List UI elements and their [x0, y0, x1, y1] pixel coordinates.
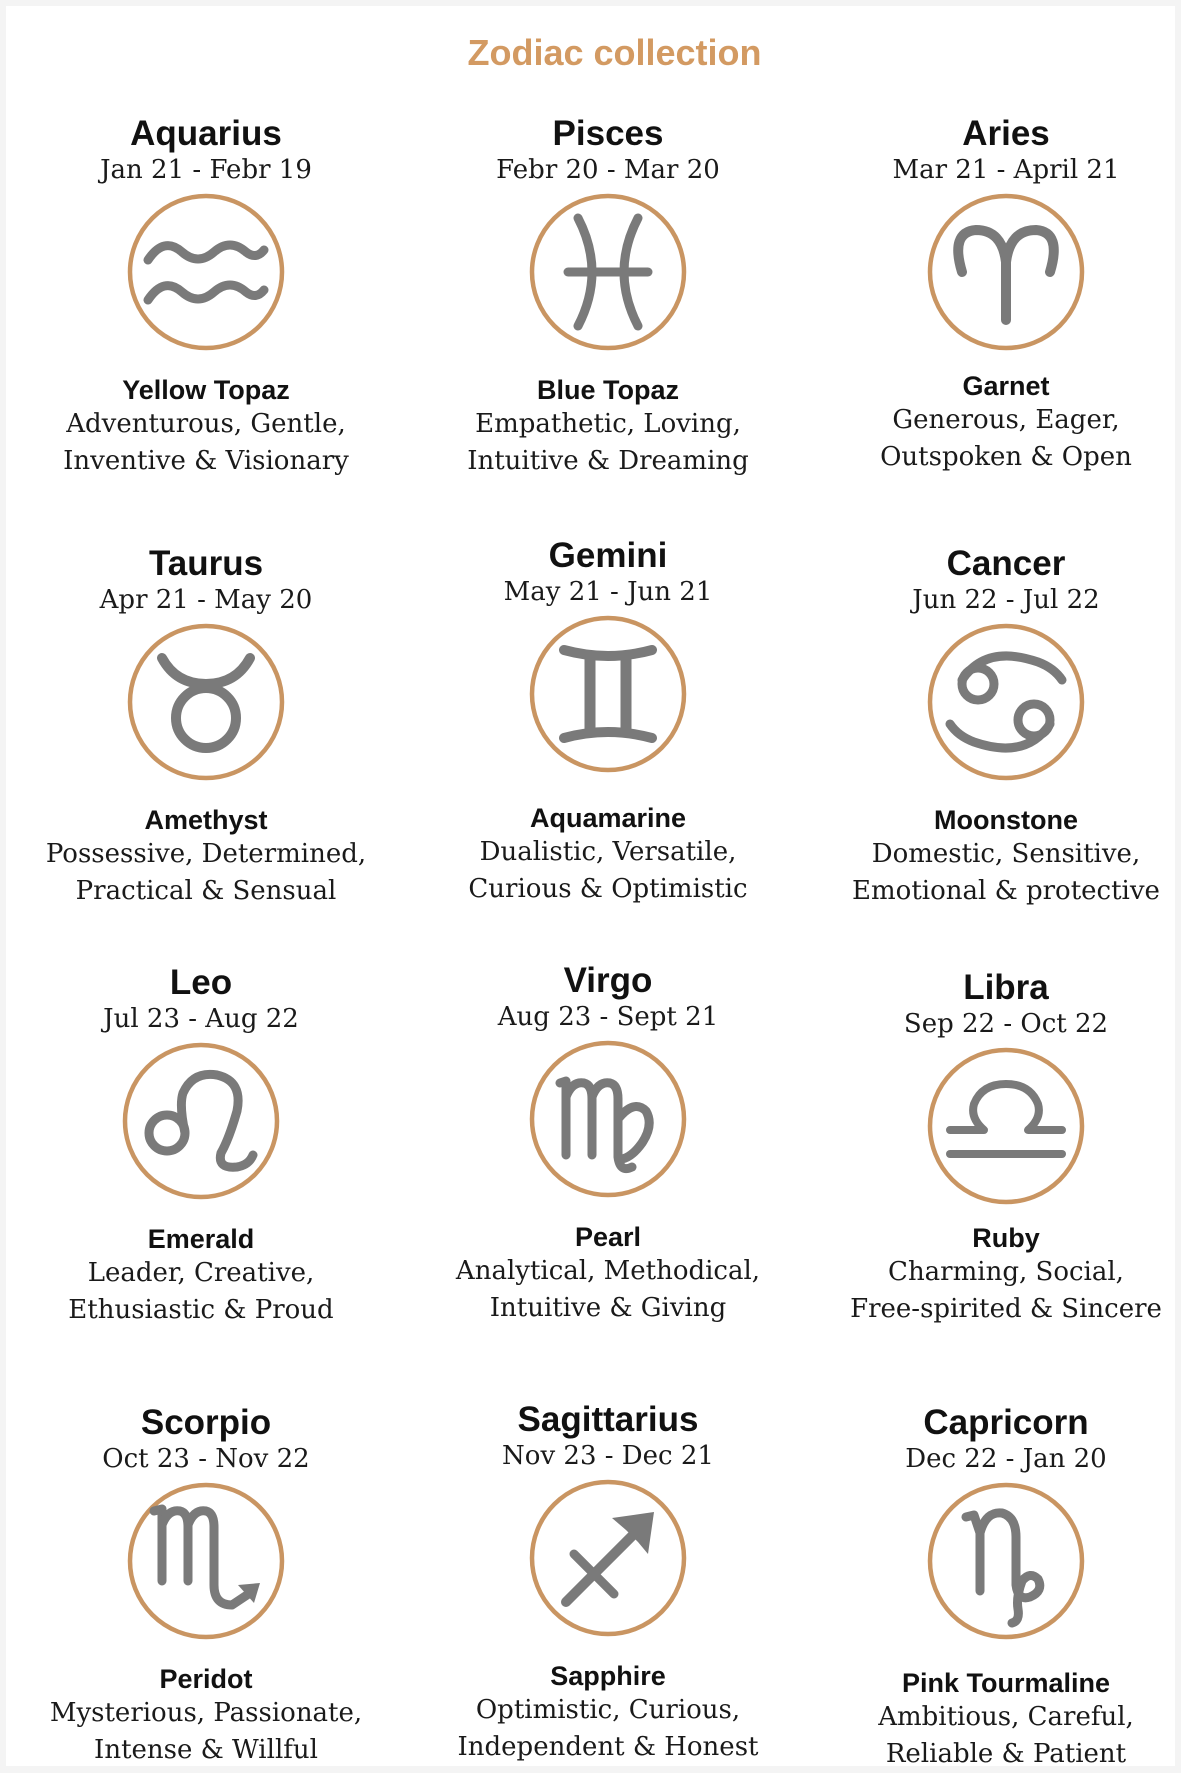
sign-dates: Aug 23 - Sept 21	[497, 1002, 719, 1032]
sagittarius-symbol-icon	[528, 1478, 688, 1638]
traits-line-2: Emotional & protective	[852, 876, 1160, 906]
sign-name: Cancer	[946, 544, 1066, 583]
sign-dates: Mar 21 - April 21	[892, 155, 1120, 185]
sign-card-libra	[836, 968, 1176, 1328]
gemstone-name: Garnet	[962, 371, 1050, 401]
gemstone-name: Amethyst	[144, 805, 268, 835]
traits-line-2: Inventive & Visionary	[63, 446, 349, 476]
zodiac-poster	[6, 6, 1175, 1769]
sign-name: Taurus	[148, 544, 264, 583]
sign-name: Aquarius	[130, 114, 282, 153]
traits-line-2: Practical & Sensual	[75, 876, 337, 906]
sign-dates: Jan 21 - Febr 19	[100, 155, 312, 185]
aquarius-symbol-icon	[126, 192, 286, 352]
traits-line-2: Independent & Honest	[457, 1732, 759, 1762]
gemstone-name: Moonstone	[934, 805, 1078, 835]
gemini-symbol-icon	[528, 614, 688, 774]
sign-dates: May 21 - Jun 21	[503, 577, 713, 607]
sign-name: Sagittarius	[517, 1400, 699, 1439]
sign-dates: Jun 22 - Jul 22	[912, 585, 1100, 615]
gemstone-name: Emerald	[147, 1224, 255, 1254]
sign-name: Capricorn	[923, 1403, 1089, 1442]
gemstone-name: Yellow Topaz	[122, 375, 290, 405]
aries-symbol-icon	[926, 192, 1086, 352]
sign-dates: Febr 20 - Mar 20	[496, 155, 720, 185]
traits-line-1: Possessive, Determined,	[45, 839, 367, 869]
sign-card-taurus	[36, 544, 376, 910]
sign-name: Gemini	[548, 536, 668, 575]
traits-line-1: Charming, Social,	[888, 1257, 1124, 1287]
sign-dates: Apr 21 - May 20	[99, 585, 313, 615]
traits-line-2: Ethusiastic & Proud	[68, 1295, 334, 1325]
traits-line-1: Generous, Eager,	[892, 405, 1120, 435]
gemstone-name: Aquamarine	[529, 803, 687, 833]
traits-line-1: Leader, Creative,	[87, 1258, 315, 1288]
sign-name: Virgo	[563, 961, 653, 1000]
gemstone-name: Blue Topaz	[536, 375, 679, 405]
traits-line-2: Intuitive & Dreaming	[467, 446, 749, 476]
scorpio-symbol-icon	[126, 1481, 286, 1641]
gemstone-name: Pearl	[574, 1222, 642, 1252]
traits-line-1: Ambitious, Careful,	[878, 1702, 1134, 1732]
traits-line-1: Dualistic, Versatile,	[479, 837, 737, 867]
leo-symbol-icon	[121, 1041, 281, 1201]
gemstone-name: Ruby	[972, 1223, 1040, 1253]
traits-line-2: Outspoken & Open	[880, 442, 1132, 472]
sign-dates: Jul 23 - Aug 22	[103, 1004, 299, 1034]
taurus-symbol-icon	[126, 622, 286, 782]
pisces-symbol-icon	[528, 192, 688, 352]
sign-dates: Sep 22 - Oct 22	[903, 1009, 1109, 1039]
sign-name: Pisces	[552, 114, 664, 153]
sign-card-pisces	[438, 114, 778, 480]
cancer-symbol-icon	[926, 622, 1086, 782]
traits-line-1: Empathetic, Loving,	[475, 409, 741, 439]
traits-line-1: Domestic, Sensitive,	[871, 839, 1141, 869]
capricorn-symbol-icon	[926, 1481, 1086, 1641]
gemstone-name: Peridot	[159, 1664, 253, 1694]
traits-line-2: Curious & Optimistic	[468, 874, 748, 904]
sign-name: Libra	[963, 968, 1049, 1007]
traits-line-1: Adventurous, Gentle,	[66, 409, 346, 439]
traits-line-1: Optimistic, Curious,	[475, 1695, 741, 1725]
sign-dates: Dec 22 - Jan 20	[905, 1444, 1107, 1474]
sign-card-scorpio	[36, 1403, 376, 1769]
sign-name: Scorpio	[140, 1403, 272, 1442]
sign-card-aquarius	[36, 114, 376, 480]
sign-dates: Nov 23 - Dec 21	[502, 1441, 714, 1471]
sign-card-gemini	[438, 536, 778, 908]
traits-line-2: Intense & Willful	[94, 1735, 318, 1765]
sign-card-capricorn	[836, 1403, 1176, 1773]
libra-symbol-icon	[926, 1046, 1086, 1206]
virgo-symbol-icon	[528, 1039, 688, 1199]
sign-dates: Oct 23 - Nov 22	[102, 1444, 310, 1474]
traits-line-2: Intuitive & Giving	[489, 1293, 727, 1323]
sign-name: Aries	[962, 114, 1050, 153]
gemstone-name: Pink Tourmaline	[901, 1668, 1111, 1698]
gemstone-name: Sapphire	[550, 1661, 666, 1691]
sign-card-leo	[31, 963, 371, 1329]
sign-card-aries	[836, 114, 1176, 476]
traits-line-1: Analytical, Methodical,	[455, 1256, 761, 1286]
traits-line-2: Free-spirited & Sincere	[850, 1294, 1162, 1324]
sign-card-cancer	[836, 544, 1176, 910]
sign-card-virgo	[438, 961, 778, 1327]
traits-line-2: Reliable & Patient	[885, 1739, 1127, 1769]
sign-name: Leo	[169, 963, 233, 1002]
page-title: Zodiac collection	[467, 32, 762, 73]
sign-card-sagittarius	[438, 1400, 778, 1766]
traits-line-1: Mysterious, Passionate,	[49, 1698, 363, 1728]
